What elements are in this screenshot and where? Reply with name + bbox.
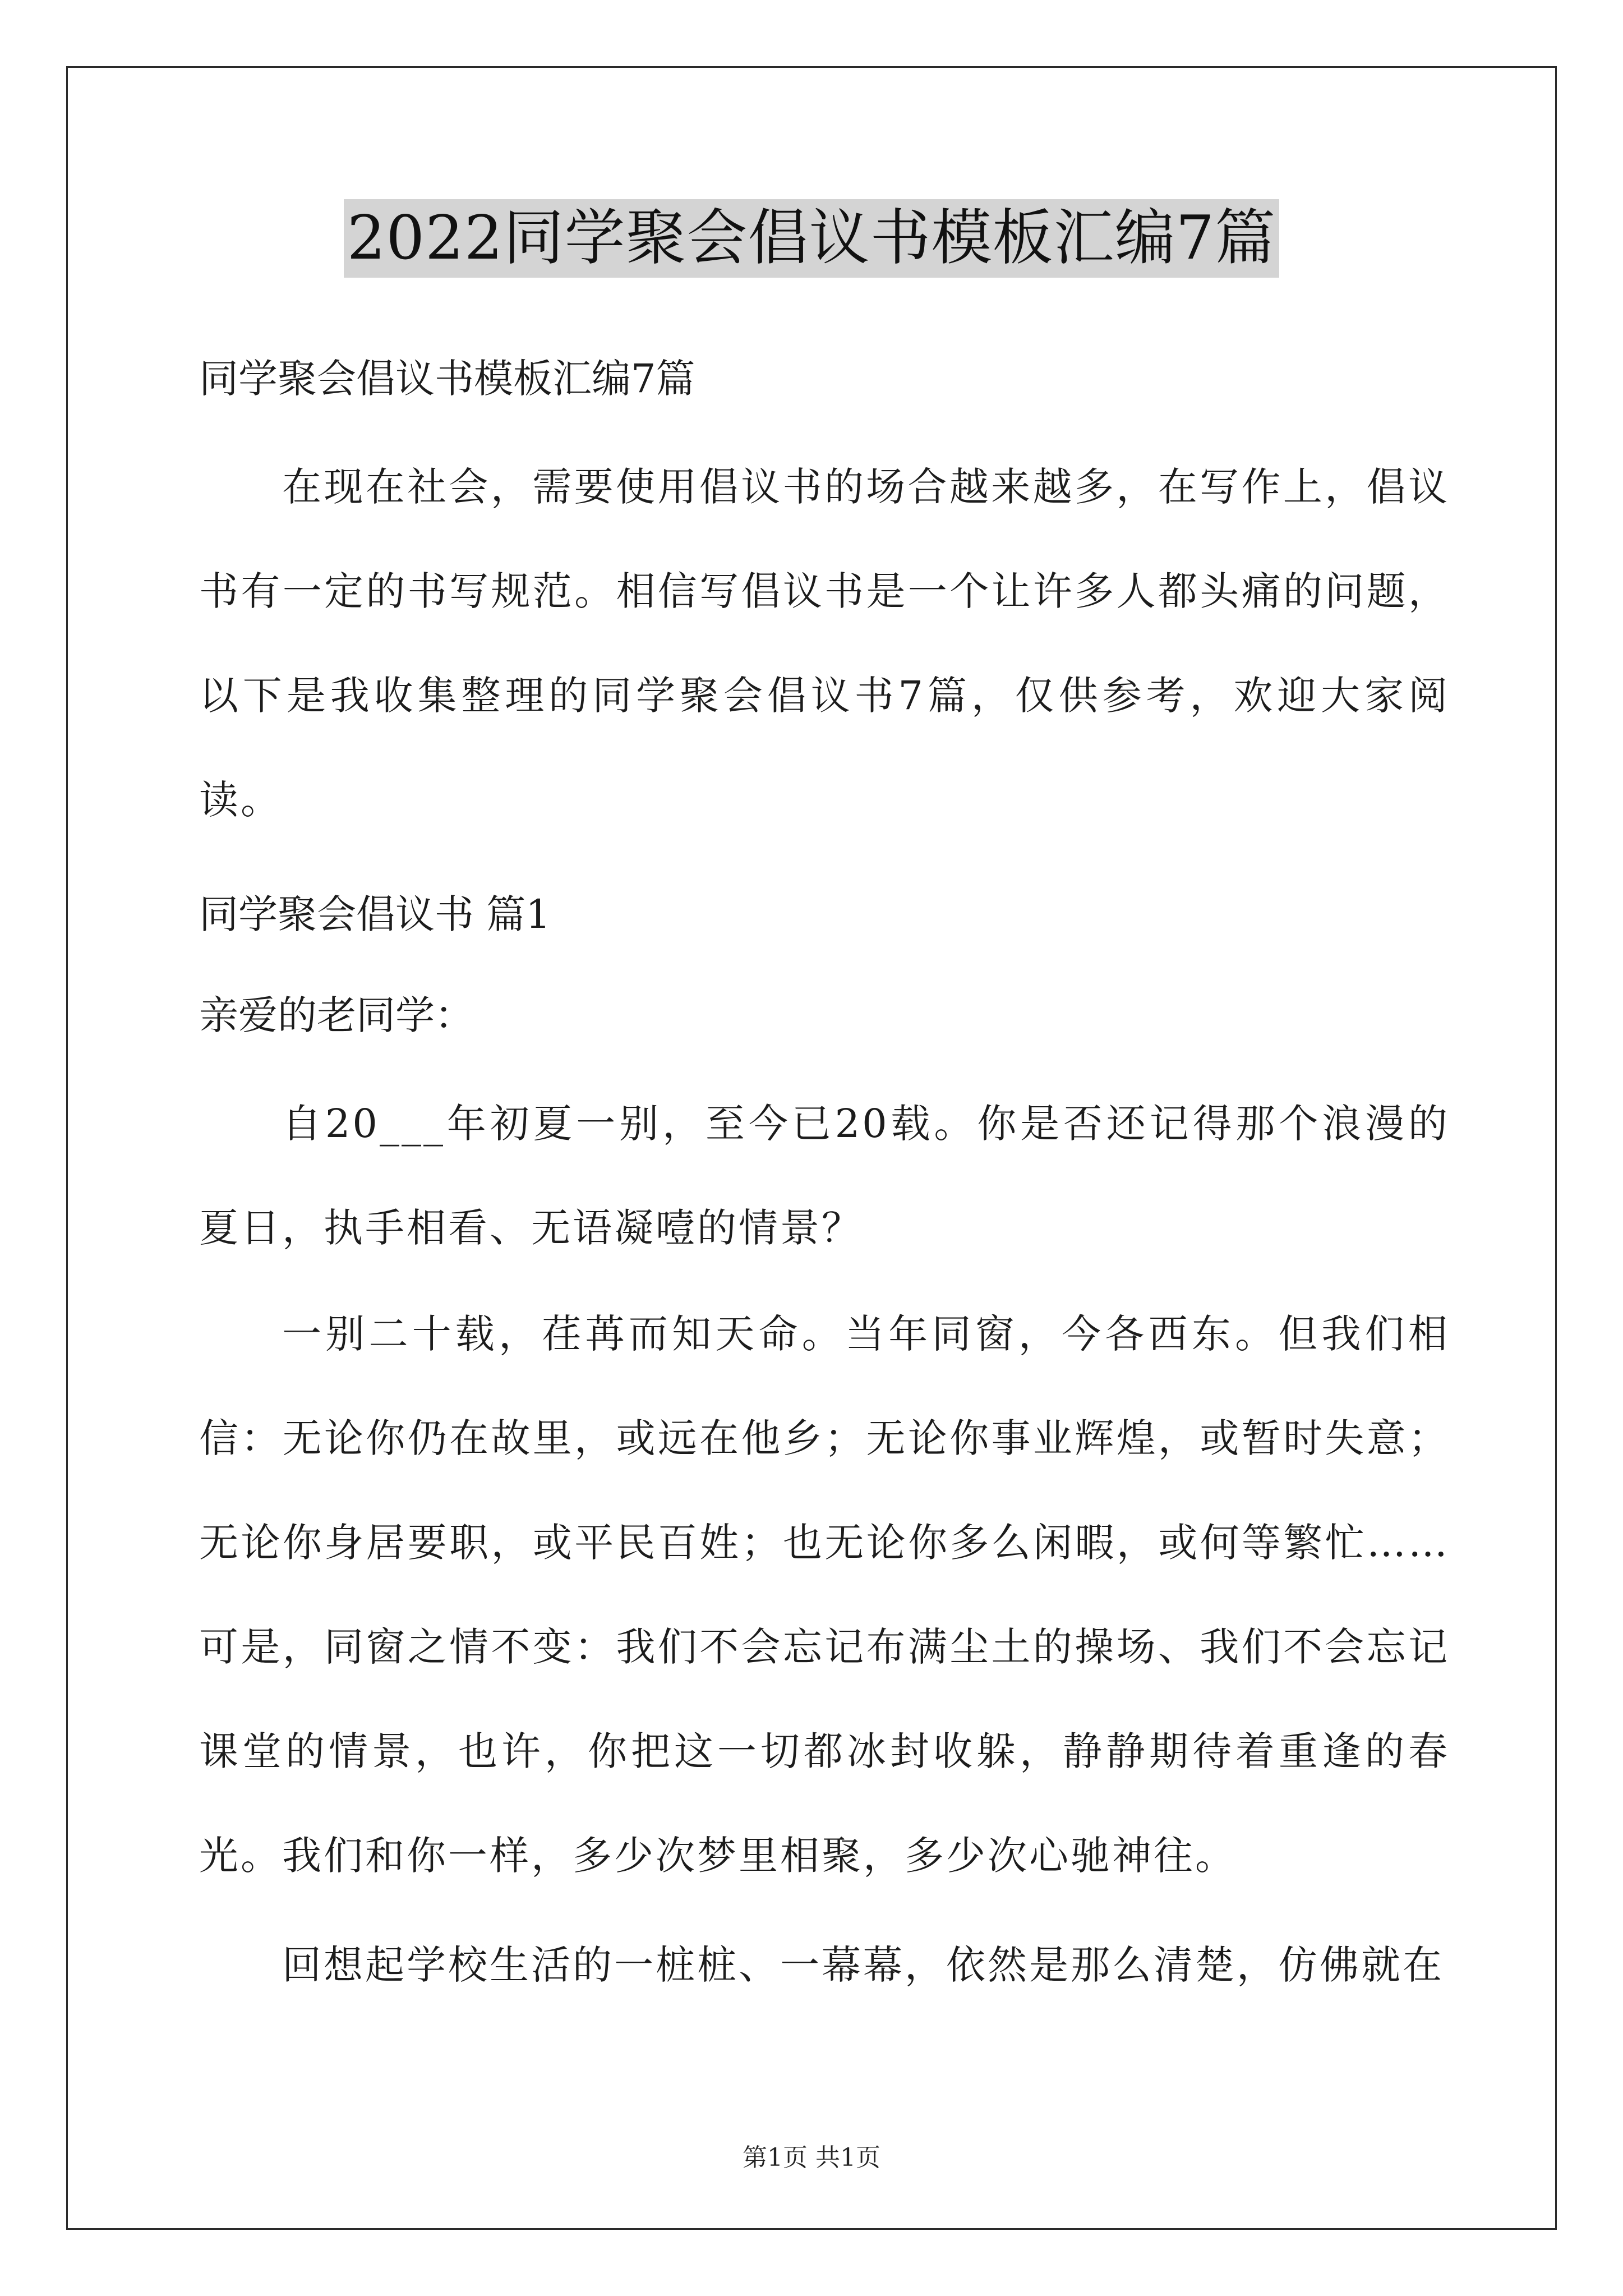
body-paragraph-3: 回想起学校生活的一桩桩、一幕幕，依然是那么清楚，仿佛就在: [282, 1942, 1444, 1988]
title-container: [0, 199, 1623, 278]
section-heading: 同学聚会倡议书 篇1: [199, 891, 551, 937]
document-subtitle: 同学聚会倡议书模板汇编7篇: [199, 356, 695, 402]
body-paragraph-2: 一别二十载，荏苒而知天命。当年同窗，今各西东。但我们相信：无论你仍在故里，或远在他乡；无论你事业辉煌，或暂时失意；无论你身居要职，或平民百姓；也无论你多么闲暇，或何等繁忙……可是，同窗之情不变：我们不会忘记布满尘土的操场、我们不会忘记课堂的情景，也许，你把这一切都冰封收躲，静静期待着重逢的春光。我们和你一样，多少次梦里相聚，多少次心驰神往。: [199, 1311, 1450, 1879]
page-footer: 第1页 共1页: [743, 2143, 880, 2172]
document-title: 2022同学聚会倡议书模板汇编7篇: [344, 199, 1280, 278]
body-paragraph-1: 自20___年初夏一别，至今已20载。你是否还记得那个浪漫的夏日，执手相看、无语凝噎的情景？: [199, 1101, 1450, 1251]
intro-paragraph: 在现在社会，需要使用倡议书的场合越来越多，在写作上，倡议书有一定的书写规范。相信写倡议书是一个让许多人都头痛的问题，以下是我收集整理的同学聚会倡议书7篇，仅供参考，欢迎大家阅读。: [199, 464, 1450, 823]
salutation: 亲爱的老同学：: [199, 992, 474, 1038]
